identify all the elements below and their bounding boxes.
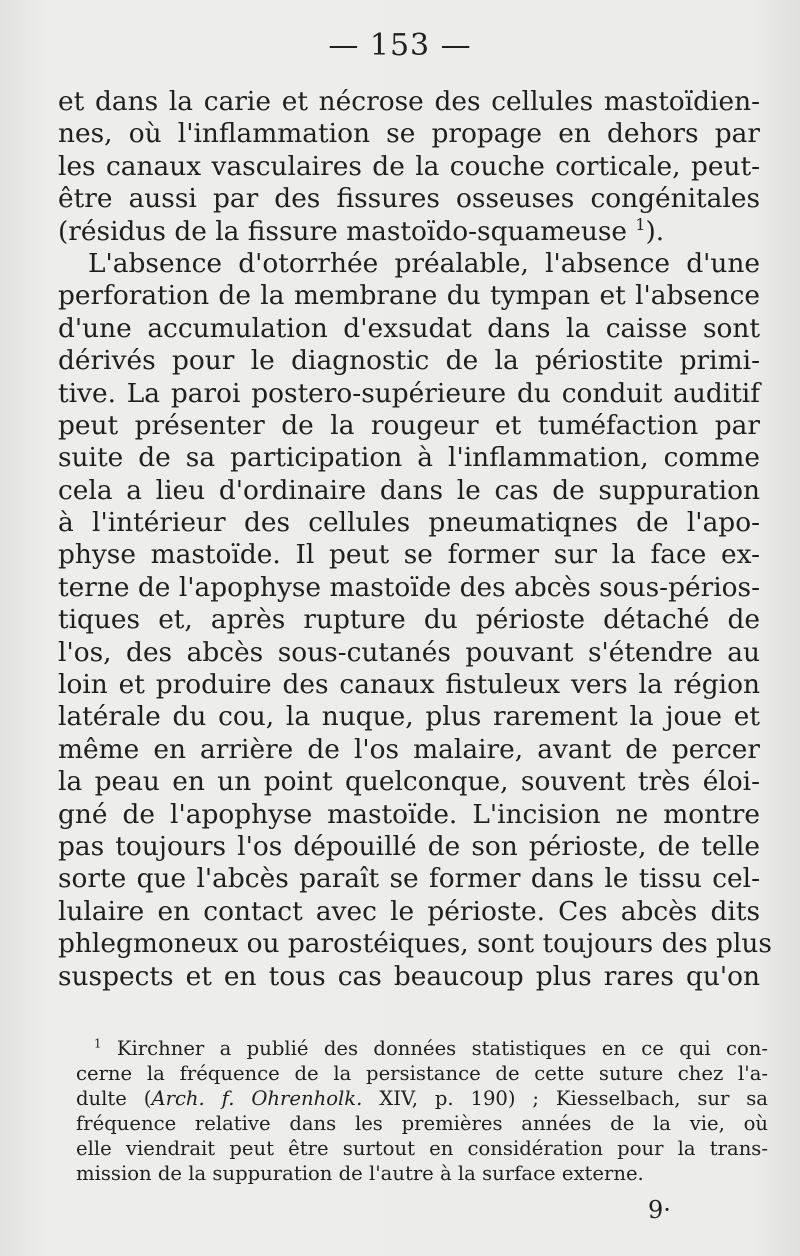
footnote-line [76, 1036, 768, 1061]
text-line: même en arrière de l'os malaire, avant de percer [58, 733, 760, 765]
text-line: suite de sa participation à l'inflammation, comme [58, 442, 760, 474]
main-text [58, 86, 772, 993]
footnote-line: elle viendrait peut être surtout en considération pour la trans- [76, 1137, 768, 1160]
text-line: terne de l'apophyse mastoïde des abcès sous-périos- [58, 571, 760, 603]
footnote-line [76, 1086, 768, 1111]
citation-title: Arch. f. Ohrenholk. [151, 1087, 363, 1110]
footnote-line-segment: dulte ( [76, 1087, 152, 1110]
text-line: loin et produire des canaux fistuleux vers la région [58, 669, 760, 701]
text-line: la peau en un point quelconque, souvent très éloi- [58, 766, 760, 798]
text-line: lulaire en contact avec le périoste. Ces abcès dits [58, 895, 760, 927]
text-line: cela a lieu d'ordinaire dans le cas de suppuration [58, 474, 760, 506]
text-line: d'une accumulation d'exsudat dans la caisse sont [58, 312, 760, 344]
text-line-segment: (résidus de la fissure mastoïdo-squameuse [58, 215, 628, 247]
text-line: phlegmoneux ou parostéiques, sont toujours des plus [58, 928, 772, 960]
footnote-line: mission de la suppuration de l'autre à la surface externe. [76, 1162, 644, 1185]
text-line: suspects et en tous cas beaucoup plus rares qu'on [58, 960, 760, 992]
text-line: gné de l'apophyse mastoïde. L'incision ne montre [58, 798, 760, 830]
footnote-line-text: Kirchner a publié des données statistiques en ce qui con- [116, 1037, 768, 1060]
text-line: L'absence d'otorrhée préalable, l'absence d'une [88, 247, 760, 279]
text-line: sorte que l'abcès paraît se former dans le tissu cel- [58, 863, 760, 895]
text-line: l'os, des abcès sous-cutanés pouvant s'étendre au [58, 636, 760, 668]
text-line [58, 216, 760, 248]
page-number-header: — 153 — [328, 28, 472, 63]
footnote-line-segment: XIV, p. 190) ; Kiesselbach, sur sa [362, 1087, 768, 1110]
text-line: dérivés pour le diagnostic de la périostite primi- [58, 345, 760, 377]
text-line: pas toujours l'os dépouillé de son périoste, de telle [58, 830, 760, 862]
text-line: les canaux vasculaires de la couche corticale, peut- [58, 150, 760, 182]
signature-mark: 9· [648, 1196, 671, 1224]
text-line: nes, où l'inflammation se propage en dehors par [58, 118, 760, 150]
text-line-segment: ). [645, 215, 665, 247]
text-line: latérale du cou, la nuque, plus rarement la joue et [58, 701, 760, 733]
text-line: à l'intérieur des cellules pneumatiqnes de l'apo- [58, 507, 760, 539]
footnote-line: fréquence relative dans les premières années de la vie, où [76, 1112, 768, 1135]
footnote-line: cerne la fréquence de la persistance de cette suture chez l'a- [76, 1062, 768, 1085]
text-line: physe mastoïde. Il peut se former sur la face ex- [58, 539, 760, 571]
text-line: perforation de la membrane du tympan et l'absence [58, 280, 760, 312]
footnote-marker: 1 [94, 1036, 102, 1051]
text-line: être aussi par des fissures osseuses congénitales [58, 183, 760, 215]
footnote [76, 1036, 768, 1186]
footnote-reference: 1 [635, 214, 646, 234]
text-line: peut présenter de la rougeur et tuméfaction par [58, 409, 760, 441]
text-line: tive. La paroi postero-supérieure du conduit auditif [58, 377, 760, 409]
text-line: et dans la carie et nécrose des cellules mastoïdien- [58, 86, 760, 117]
text-line: tiques et, après rupture du périoste détaché de [58, 604, 760, 636]
